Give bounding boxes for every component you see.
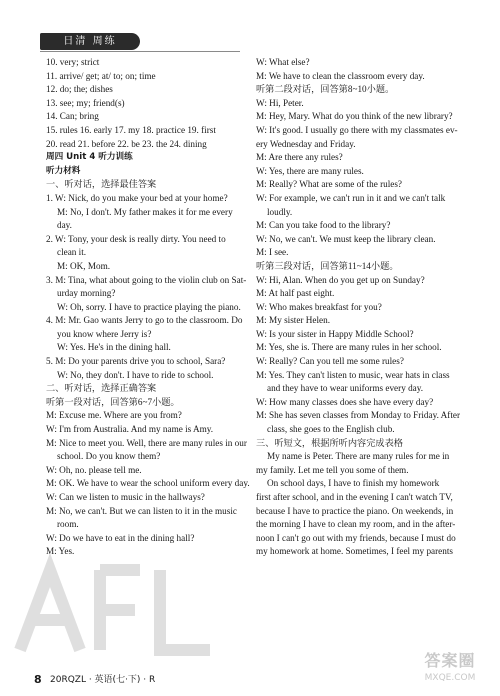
text-line: first after school, and in the evening I can't watch TV,: [256, 492, 453, 502]
text-line: 听第三段对话，回答第11~14小题。: [256, 260, 399, 271]
left-column: [46, 56, 254, 559]
text-line: 15. rules 16. early 17. my 18. practice 19. first: [46, 124, 216, 135]
text-line: my homework at home. Sometimes, I feel my parents: [256, 546, 453, 557]
text-line: 14. Can; bring: [46, 111, 99, 122]
text-line: W: No, we can't. We must keep the library clean.: [256, 233, 436, 244]
text-line: W: Do we have to eat in the dining hall?: [46, 532, 195, 543]
text-line: 4. M: Mr. Gao wants Jerry to go to the classroom. Do: [46, 315, 243, 326]
text-line: W: What else?: [256, 57, 310, 67]
text-line: class, she goes to the English club.: [267, 424, 395, 435]
text-line: W: No, they don't. I have to ride to school.: [57, 369, 214, 380]
text-line: W: Who makes breakfast for you?: [256, 301, 382, 312]
text-line: W: It's good. I usually go there with my classmates ev-: [256, 124, 458, 135]
text-line: M: My sister Helen.: [256, 315, 331, 326]
text-line: school. Do you know them?: [57, 451, 161, 462]
text-line: 10. very; strict: [46, 57, 100, 67]
section-header: 日清 周练: [40, 33, 140, 50]
book-code: 20RQZL · 英语(七·下) · R: [50, 675, 156, 685]
text-line: clean it.: [57, 247, 87, 258]
text-line: M: No, I don't. My father makes it for me every: [57, 206, 233, 217]
text-line: W: Yes, there are many rules.: [256, 165, 364, 176]
text-line: W: I'm from Australia. And my name is Amy.: [46, 424, 214, 435]
text-line: 听力材料: [46, 165, 81, 176]
text-line: W: Oh, sorry. I have to practice playing the piano.: [57, 301, 241, 312]
text-line: 13. see; my; friend(s): [46, 97, 125, 108]
text-line: noon I can't go out with my friends, because I must do: [256, 532, 456, 543]
right-column: [256, 56, 484, 559]
text-line: M: Are there any rules?: [256, 152, 343, 163]
text-line: 一、听对话，选择最佳答案: [46, 179, 157, 190]
text-line: 听第一段对话，回答第6~7小题。: [46, 396, 180, 407]
text-line: 12. do; the; dishes: [46, 84, 113, 95]
text-line: On school days, I have to finish my homework: [267, 478, 440, 489]
text-line: M: Hey, Mary. What do you think of the new library?: [256, 111, 453, 122]
background-stamp-graphic: [10, 540, 230, 670]
page-number: 8: [34, 673, 42, 686]
text-line: 周四 Unit 4 听力训练: [46, 152, 133, 163]
text-line: W: Hi, Alan. When do you get up on Sunday?: [256, 274, 425, 285]
text-line: W: Really? Can you tell me some rules?: [256, 356, 404, 367]
text-line: W: Can we listen to music in the hallways?: [46, 492, 205, 502]
text-line: M: Yes, she is. There are many rules in her school.: [256, 342, 442, 353]
text-line: my family. Let me tell you some of them.: [256, 464, 409, 475]
text-line: ery Wednesday and Friday.: [256, 138, 356, 149]
text-line: 2. W: Tony, your desk is really dirty. You need to: [46, 233, 226, 244]
text-line: W: For example, we can't run in it and we can't talk: [256, 192, 446, 203]
text-line: and they have to wear uniforms every day.: [267, 383, 424, 394]
text-line: W: How many classes does she have every day?: [256, 396, 434, 407]
text-line: the morning I have to clean my room, and in the after-: [256, 519, 456, 530]
text-line: M: She has seven classes from Monday to Friday. After: [256, 410, 461, 421]
text-line: M: Yes.: [46, 546, 75, 557]
text-line: 20. read 21. before 22. be 23. the 24. dining: [46, 138, 207, 149]
text-line: M: No, we can't. But we can listen to it in the music: [46, 505, 237, 516]
text-line: 3. M: Tina, what about going to the violin club on Sat-: [46, 274, 247, 285]
text-line: 1. W: Nick, do you make your bed at your home?: [46, 192, 228, 203]
text-line: urday morning?: [57, 288, 116, 299]
text-line: 三、听短文，根据所听内容完成表格: [256, 437, 403, 448]
text-line: you know where Jerry is?: [57, 328, 152, 339]
watermark-title: 答案圈: [424, 651, 476, 670]
text-line: W: Oh, no. please tell me.: [46, 464, 142, 475]
text-line: room.: [57, 519, 79, 530]
text-line: M: OK. We have to wear the school uniform every day.: [46, 478, 250, 489]
text-line: loudly.: [267, 206, 293, 217]
text-line: M: I see.: [256, 247, 289, 258]
watermark-url: MXQE.COM: [424, 673, 476, 683]
text-line: M: OK, Mom.: [57, 260, 111, 271]
text-line: day.: [57, 220, 72, 231]
text-line: 二、听对话，选择正确答案: [46, 383, 157, 394]
text-line: W: Yes. He's in the dining hall.: [57, 342, 171, 353]
text-line: W: Is your sister in Happy Middle School?: [256, 328, 414, 339]
text-line: M: We have to clean the classroom every day.: [256, 70, 425, 81]
text-line: 听第二段对话，回答第8~10小题。: [256, 84, 395, 95]
text-line: 11. arrive/ get; at/ to; on; time: [46, 70, 156, 81]
text-line: M: Can you take food to the library?: [256, 220, 391, 231]
text-line: 5. M: Do your parents drive you to school, Sara?: [46, 356, 226, 367]
text-line: M: Really? What are some of the rules?: [256, 179, 403, 190]
text-line: M: At half past eight.: [256, 288, 335, 299]
text-line: My name is Peter. There are many rules for me in: [267, 451, 450, 462]
text-line: W: Hi, Peter.: [256, 97, 304, 108]
text-line: M: Yes. They can't listen to music, wear hats in class: [256, 369, 450, 380]
watermark-logo: [410, 650, 490, 690]
text-line: M: Nice to meet you. Well, there are many rules in our: [46, 437, 247, 448]
text-line: M: Excuse me. Where are you from?: [46, 410, 182, 421]
text-line: because I have to practice the piano. On weekends, in: [256, 505, 454, 516]
header-rule: [40, 51, 240, 52]
